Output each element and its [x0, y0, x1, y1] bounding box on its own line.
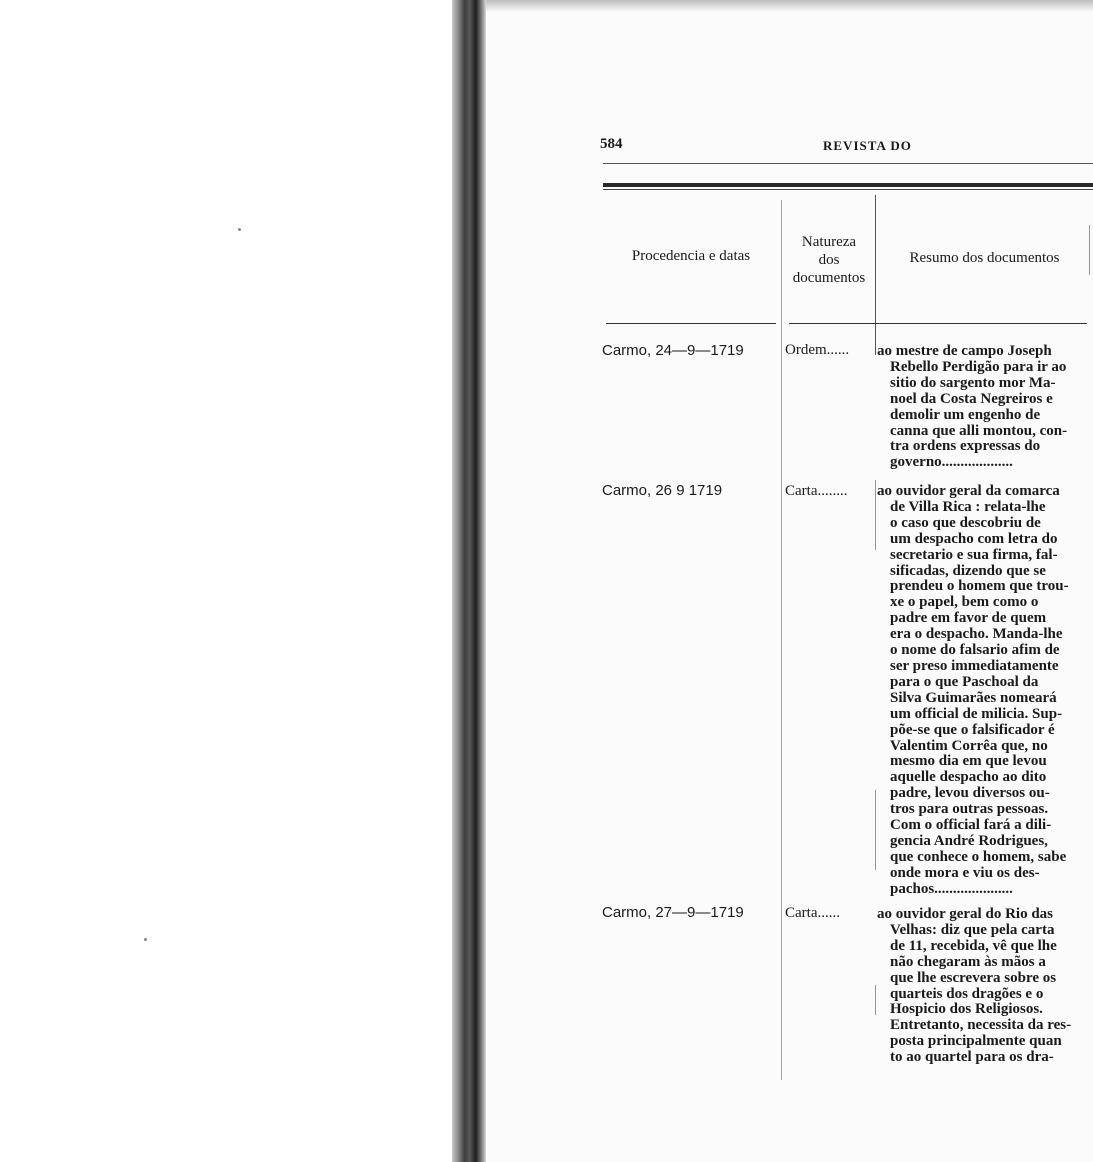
- column-header-rule: [789, 323, 1087, 324]
- summary-line: que lhe escrevera sobre os: [890, 970, 1057, 986]
- column-divider: [1089, 225, 1090, 275]
- entry-date: Carmo, 26 9 1719: [602, 482, 723, 499]
- entry-date: Carmo, 27—9—1719: [602, 904, 744, 921]
- summary-line: um official de milicia. Sup-: [890, 706, 1063, 722]
- column-divider: [875, 480, 876, 550]
- page-top-shadow: [486, 0, 1093, 12]
- summary-line: não chegaram às mãos a: [890, 954, 1046, 970]
- summary-line: ao ouvidor geral do Rio das: [877, 907, 1053, 922]
- header-rule: [603, 163, 1093, 164]
- summary-line: aquelle despacho ao dito: [890, 770, 1047, 786]
- column-heading-origin: Procedencia e datas: [631, 248, 751, 264]
- paper-speck: [144, 938, 147, 941]
- table-top-rule: [603, 183, 1093, 187]
- column-heading-nature: [783, 233, 875, 287]
- table-top-rule-thin: [603, 189, 1093, 190]
- summary-line: para o que Paschoal da: [890, 674, 1039, 690]
- summary-line: prendeu o homem que trou-: [890, 579, 1069, 595]
- summary-line: era o despacho. Manda-lhe: [890, 627, 1063, 643]
- summary-line: põe-se que o falsificador é: [890, 722, 1055, 738]
- column-header-rule: [606, 323, 776, 324]
- entry-summary: [877, 344, 1089, 471]
- summary-line: ao ouvidor geral da comarca: [877, 484, 1060, 499]
- summary-line: de 11, recebida, vê que lhe: [890, 938, 1057, 954]
- column-heading-nature-line: documentos: [792, 270, 866, 286]
- summary-line: secretario e sua firma, fal-: [890, 547, 1058, 563]
- summary-line: tros para outras pessoas.: [890, 802, 1049, 818]
- summary-line: demolir um engenho de: [890, 407, 1041, 423]
- entry-date: Carmo, 24—9—1719: [602, 342, 744, 359]
- summary-line: onde mora e viu os des-: [890, 865, 1040, 881]
- book-gutter: [452, 0, 486, 1162]
- summary-line: padre, levou diversos ou-: [890, 786, 1050, 802]
- column-heading-summary: Resumo dos documentos: [909, 250, 1060, 266]
- summary-line: o caso que descobriu de: [890, 515, 1041, 531]
- summary-line: de Villa Rica : relata-lhe: [890, 499, 1046, 515]
- entry-nature: Carta......: [785, 905, 840, 921]
- column-divider: [875, 195, 876, 355]
- summary-line: sificadas, dizendo que se: [890, 563, 1046, 579]
- entry-summary: [877, 484, 1089, 898]
- column-divider: [875, 790, 876, 870]
- summary-line: Hospicio dos Religiosos.: [890, 1002, 1043, 1018]
- summary-line: canna que alli montou, con-: [890, 423, 1068, 439]
- left-page-blank: [0, 0, 462, 1162]
- entry-nature: Carta........: [785, 483, 848, 499]
- summary-line: posta principalmente quan: [890, 1034, 1062, 1050]
- page-number: 584: [600, 136, 623, 152]
- column-divider: [781, 200, 782, 1080]
- column-heading-nature-line: dos: [818, 252, 840, 268]
- summary-line: gencia André Rodrigues,: [890, 833, 1048, 849]
- entry-nature: Ordem......: [785, 342, 850, 358]
- summary-line: ser preso immediatamente: [890, 658, 1059, 674]
- summary-line: quarteis dos dragões e o: [890, 986, 1044, 1002]
- summary-line: Velhas: diz que pela carta: [890, 922, 1055, 938]
- summary-line: Valentim Corrêa que, no: [890, 738, 1048, 754]
- summary-line: to ao quartel para os dra-: [890, 1050, 1054, 1066]
- entry-summary: [877, 907, 1089, 1066]
- column-heading-nature-line: Natureza: [801, 234, 857, 250]
- summary-line: Com o official fará a dili-: [890, 818, 1052, 834]
- summary-line: sitio do sargento mor Ma-: [890, 375, 1056, 391]
- summary-line: ao mestre de campo Joseph: [877, 344, 1052, 359]
- summary-line: tra ordens expressas do: [890, 439, 1041, 455]
- paper-speck: [238, 228, 241, 231]
- summary-line: Silva Guimarães nomeará: [890, 690, 1057, 706]
- summary-line: um despacho com letra do: [890, 531, 1058, 547]
- summary-line: noel da Costa Negreiros e: [890, 391, 1053, 407]
- column-divider: [875, 985, 876, 1015]
- summary-line: governo...................: [890, 455, 1013, 471]
- summary-line: mesmo dia em que levou: [890, 754, 1047, 770]
- summary-line: xe o papel, bem como o: [890, 595, 1039, 611]
- running-head: REVISTA DO: [823, 138, 912, 153]
- summary-line: padre em favor de quem: [890, 611, 1047, 627]
- summary-line: o nome do falsario afim de: [890, 643, 1060, 659]
- summary-line: Rebello Perdigão para ir ao: [890, 359, 1067, 375]
- summary-line: Entretanto, necessita da res-: [890, 1018, 1072, 1034]
- summary-line: que conhece o homem, sabe: [890, 849, 1067, 865]
- summary-line: pachos.....................: [890, 881, 1013, 897]
